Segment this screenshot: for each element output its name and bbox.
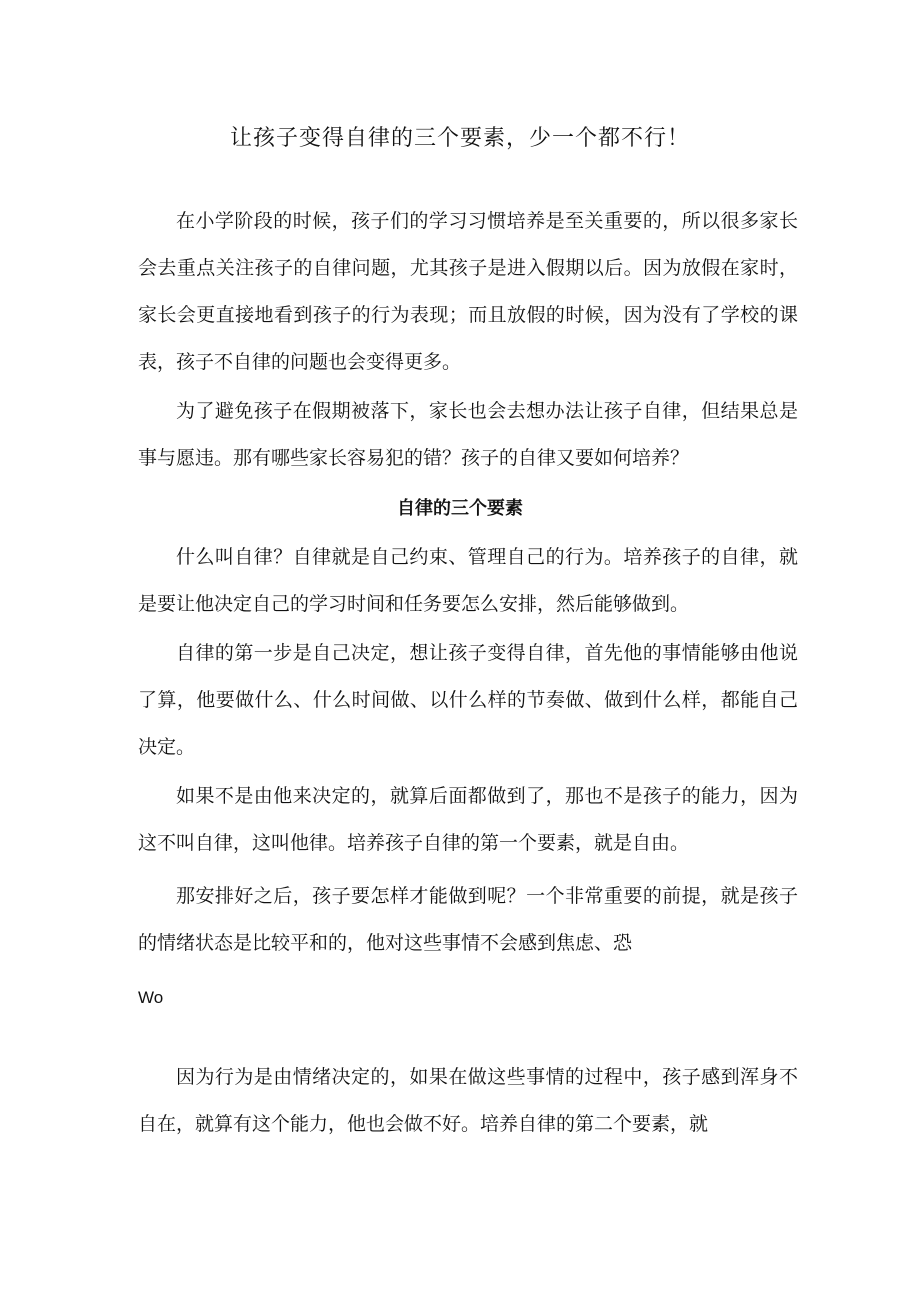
section-paragraph-2: 自律的第一步是自己决定，想让孩子变得自律，首先他的事情能够由他说了算，他要做什么、什么时间做、以什么样的节奏做、做到什么样，都能自己决定。: [138, 642, 798, 758]
section-paragraph-4: 那安排好之后，孩子要怎样才能做到呢？一个非常重要的前提，就是孩子的情绪状态是比较平和的，他对这些事情不会感到焦虑、恐: [138, 885, 798, 954]
final-paragraph: 因为行为是由情绪决定的，如果在做这些事情的过程中，孩子感到浑身不自在，就算有这个能力，他也会做不好。培养自律的第二个要素，就: [138, 1066, 798, 1135]
paragraph-intro-1: 在小学阶段的时候，孩子们的学习习惯培养是至关重要的，所以很多家长会去重点关注孩子的自律问题，尤其孩子是进入假期以后。因为放假在家时，家长会更直接地看到孩子的行为表现；而且放假的时候，因为没有了学校的课表，孩子不自律的问题也会变得更多。: [138, 210, 798, 373]
section-paragraph-1: 什么叫自律？自律就是自己约束、管理自己的行为。培养孩子的自律，就是要让他决定自己的学习时间和任务要怎么安排，然后能够做到。: [138, 546, 798, 615]
section-heading: 自律的三个要素: [397, 498, 523, 519]
page-bottom-margin: [0, 1146, 920, 1301]
document-title: 让孩子变得自律的三个要素，少一个都不行！: [229, 126, 690, 151]
section-paragraph-3: 如果不是由他来决定的，就算后面都做到了，那也不是孩子的能力，因为这不叫自律，这叫他律。培养孩子自律的第一个要素，就是自由。: [138, 785, 798, 854]
paragraph-intro-2: 为了避免孩子在假期被落下，家长也会去想办法让孩子自律，但结果总是事与愿违。那有哪些家长容易犯的错？孩子的自律又要如何培养？: [138, 400, 798, 469]
stray-text: Wo: [138, 988, 164, 1007]
